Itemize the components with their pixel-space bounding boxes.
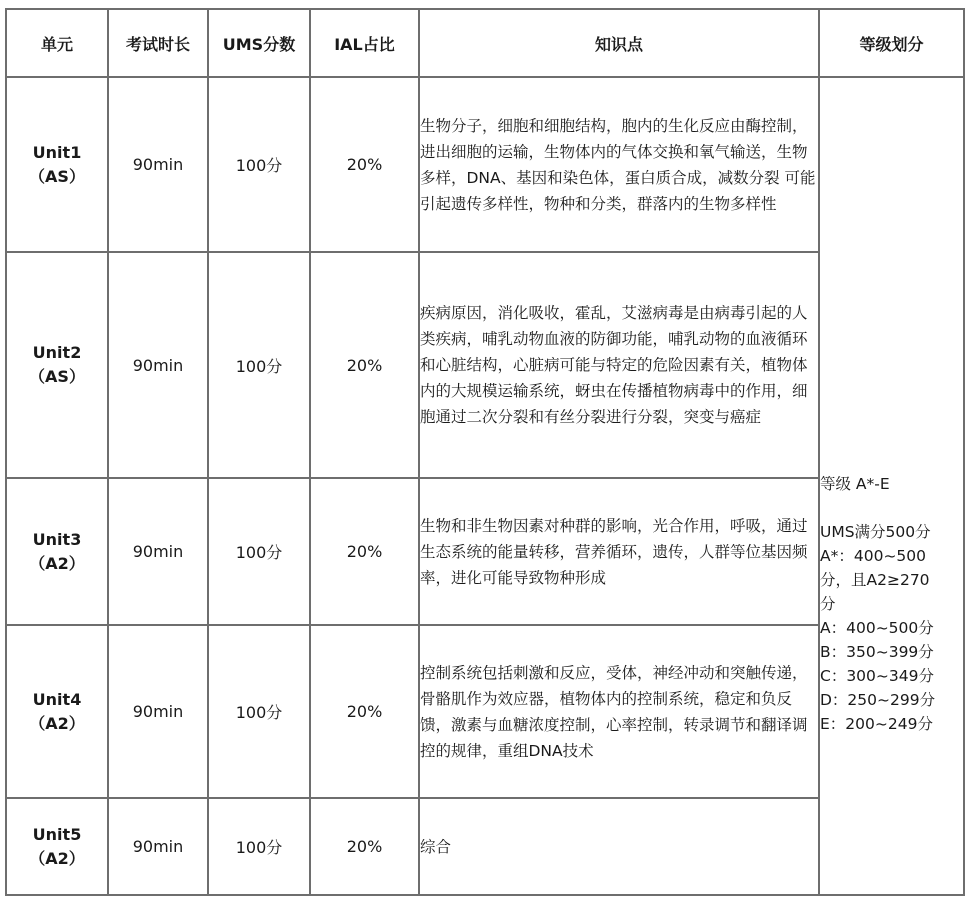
duration-cell: 90min: [108, 252, 208, 478]
grade-a: A：400~500分: [820, 618, 934, 637]
unit-name: Unit3: [32, 529, 82, 549]
grade-a-star-line1: A*：400~500: [820, 546, 927, 565]
ums-cell: 100分: [208, 77, 310, 252]
table-row-unit1: [6, 77, 964, 252]
duration-cell: 90min: [108, 77, 208, 252]
ums-cell: 100分: [208, 625, 310, 798]
ial-share-cell: 20%: [310, 478, 419, 625]
spacer: [820, 496, 963, 520]
unit-name: Unit2: [32, 343, 82, 362]
header-row: [6, 9, 964, 77]
grading-total: UMS满分500分: [820, 522, 931, 541]
unit-level: （AS）: [29, 166, 85, 186]
ial-share-cell: 20%: [310, 252, 419, 478]
unit-level: （A2）: [29, 553, 85, 573]
unit-cell: [6, 798, 108, 895]
topics-cell: 疾病原因，消化吸收，霍乱，艾滋病毒是由病毒引起的人类疾病，哺乳动物血液的防御功能，哺乳动物的血液循环和心脏结构，心脏病可能与特定的危险因素有关，植物体内的大规模运输系统，蚜虫在传播植物病毒中的作用，细胞通过二次分裂和有丝分裂进行分裂，突变与癌症: [419, 252, 819, 478]
unit-cell: [6, 625, 108, 798]
topics-cell: 生物和非生物因素对种群的影响，光合作用，呼吸，通过生态系统的能量转移，营养循环，遗传，人群等位基因频率，进化可能导致物种形成: [419, 478, 819, 625]
grading-block: [820, 472, 963, 736]
ums-cell: 100分: [208, 798, 310, 895]
unit-level: （A2）: [29, 848, 85, 868]
ial-share-cell: 20%: [310, 625, 419, 798]
ums-cell: 100分: [208, 478, 310, 625]
topics-cell: 综合: [419, 798, 819, 895]
grade-e: E：200~249分: [820, 714, 933, 733]
unit-name: Unit4: [32, 689, 82, 709]
topics-cell: 控制系统包括刺激和反应，受体，神经冲动和突触传递，骨骼肌作为效应器，植物体内的控制系统，稳定和负反馈，激素与血糖浓度控制，心率控制，转录调节和翻译调控的规律，重组DNA技术: [419, 625, 819, 798]
grade-b: B：350~399分: [820, 642, 934, 661]
topics-cell: 生物分子，细胞和细胞结构，胞内的生化反应由酶控制，进出细胞的运输，生物体内的气体交换和氧气输送，生物多样，DNA、基因和染色体，蛋白质合成，减数分裂 可能引起遗传多样性，物种和分类，群落内的生物多样性: [419, 77, 819, 252]
unit-cell: [6, 252, 108, 478]
grade-a-star-line3: 分: [820, 594, 836, 613]
duration-cell: 90min: [108, 625, 208, 798]
ial-share-cell: 20%: [310, 77, 419, 252]
header-grading: 等级划分: [819, 9, 964, 77]
unit-name: Unit5: [32, 824, 82, 844]
unit-level: （A2）: [29, 713, 85, 733]
header-ial-share: IAL占比: [310, 9, 419, 77]
unit-level: （AS）: [29, 367, 85, 386]
ial-share-cell: 20%: [310, 798, 419, 895]
unit-cell: [6, 478, 108, 625]
duration-cell: 90min: [108, 798, 208, 895]
syllabus-table: [5, 8, 965, 896]
grading-cell: [819, 77, 964, 895]
header-topics: 知识点: [419, 9, 819, 77]
grade-c: C：300~349分: [820, 666, 934, 685]
duration-cell: 90min: [108, 478, 208, 625]
unit-cell: [6, 77, 108, 252]
header-duration: 考试时长: [108, 9, 208, 77]
header-unit: 单元: [6, 9, 108, 77]
unit-name: Unit1: [32, 142, 82, 162]
ums-cell: 100分: [208, 252, 310, 478]
header-ums: UMS分数: [208, 9, 310, 77]
grading-title: 等级 A*-E: [820, 474, 890, 493]
grade-a-star-line2: 分，且A2≥270: [820, 570, 930, 589]
grade-d: D：250~299分: [820, 690, 936, 709]
